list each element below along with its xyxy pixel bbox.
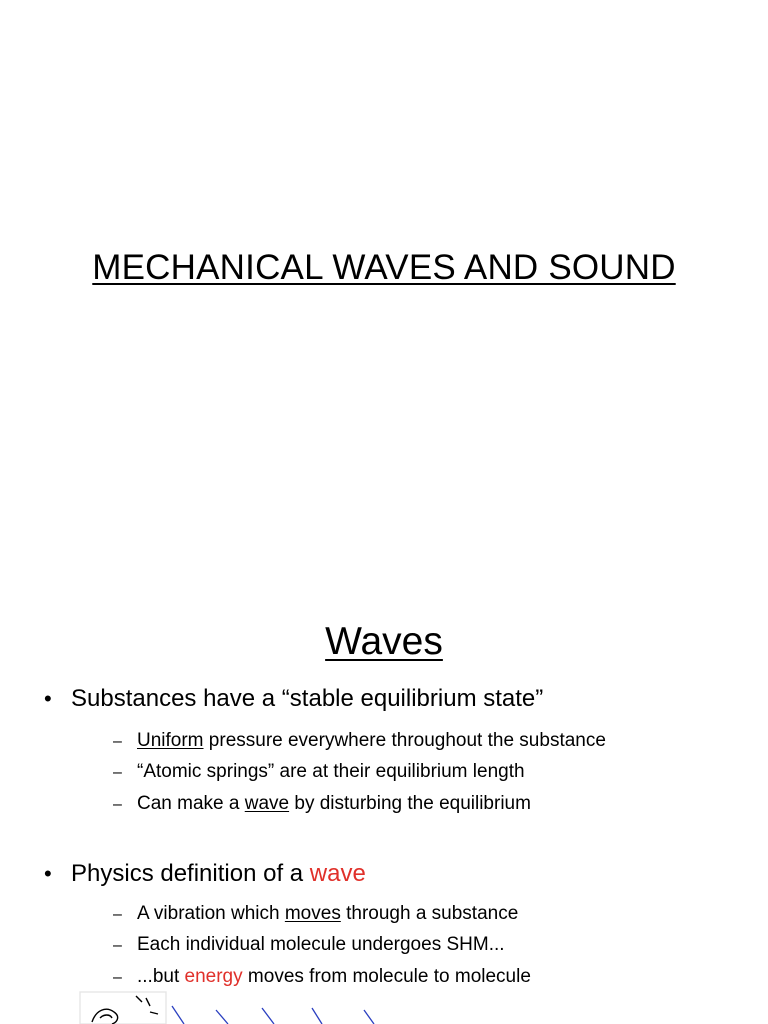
bullet-physics-definition [44, 859, 366, 889]
sub-bullet-uniform-pressure [113, 729, 606, 754]
sub-bullet-shm [113, 933, 505, 958]
wave-line [172, 1006, 184, 1024]
underlined-term: moves [284, 903, 341, 924]
highlighted-term: wave [309, 860, 366, 887]
sub-bullet-text: Can make a [137, 793, 245, 814]
sub-bullet-text: through a substance [340, 903, 519, 924]
bullet-equilibrium [44, 684, 543, 714]
wave-figure [0, 988, 768, 1024]
slide-heading: Waves [325, 620, 443, 663]
sub-bullet-glyph: – [113, 937, 122, 954]
sub-bullet-make-wave [113, 792, 531, 817]
sub-bullet-energy [113, 965, 531, 990]
underlined-term: Uniform [137, 730, 204, 751]
sub-bullet-text: by disturbing the equilibrium [289, 793, 531, 814]
wave-line [364, 1010, 374, 1024]
sub-bullet-glyph: – [113, 733, 122, 750]
sub-bullet-vibration [113, 902, 518, 927]
sub-bullet-atomic-springs [113, 760, 525, 785]
sub-bullet-glyph: – [113, 969, 122, 986]
wave-line [216, 1010, 228, 1024]
sub-bullet-text: A vibration which [137, 903, 285, 924]
deck-title: MECHANICAL WAVES AND SOUND [92, 248, 676, 287]
sub-bullet-text: moves from molecule to molecule [242, 966, 531, 987]
bullet-glyph: • [44, 861, 52, 886]
sub-bullet-glyph: – [113, 796, 122, 813]
bullet-glyph: • [44, 686, 52, 711]
wave-illustration [0, 988, 768, 1024]
vibrating-source-icon [80, 992, 166, 1024]
underlined-term: wave [244, 793, 290, 814]
sub-bullet-text: ...but [137, 966, 185, 987]
bullet-text: Physics definition of a [71, 860, 310, 887]
sub-bullet-text: “Atomic springs” are at their equilibrium length [137, 761, 525, 782]
bullet-text: Substances have a “stable equilibrium state” [71, 685, 544, 712]
highlighted-term: energy [184, 966, 243, 987]
waves-slide [0, 576, 768, 1024]
wave-lines [172, 1006, 374, 1024]
sub-bullet-glyph: – [113, 764, 122, 781]
sub-bullet-glyph: – [113, 906, 122, 923]
wave-line [262, 1008, 274, 1024]
wave-line [312, 1008, 322, 1024]
sub-bullet-text: Each individual molecule undergoes SHM... [137, 934, 505, 955]
sub-bullet-text: pressure everywhere throughout the substance [203, 730, 606, 751]
